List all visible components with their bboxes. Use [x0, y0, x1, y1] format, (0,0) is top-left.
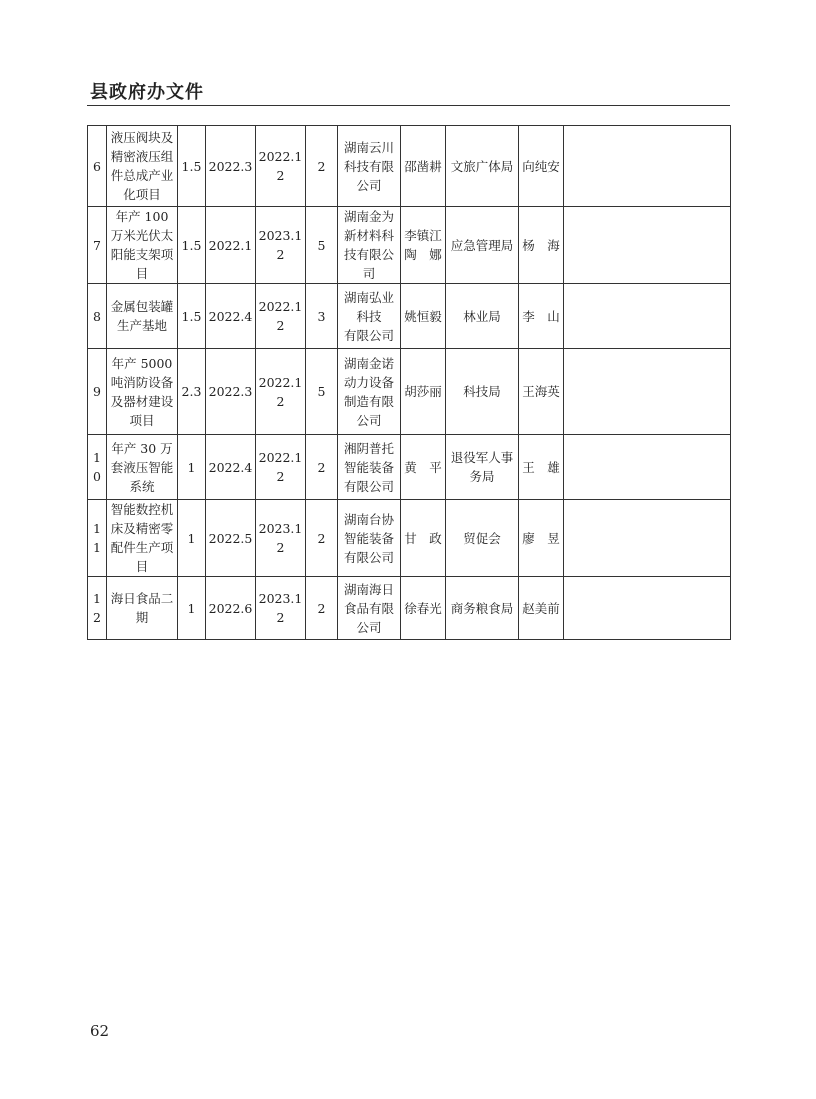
row-number: 6	[88, 126, 107, 207]
table-row	[88, 435, 731, 500]
note	[564, 284, 731, 349]
project-name: 智能数控机床及精密零配件生产项目	[107, 500, 178, 577]
company: 湖南金为新材料科技有限公司	[338, 207, 401, 284]
leader: 黄 平	[401, 435, 446, 500]
count: 2	[306, 500, 338, 577]
start-date: 2022.5	[206, 500, 256, 577]
note	[564, 207, 731, 284]
count: 2	[306, 435, 338, 500]
row-number: 12	[88, 577, 107, 640]
project-table	[87, 125, 731, 640]
responsible-unit: 林业局	[446, 284, 519, 349]
count: 2	[306, 126, 338, 207]
project-name: 年产 30 万套液压智能系统	[107, 435, 178, 500]
table-row	[88, 207, 731, 284]
note	[564, 500, 731, 577]
contact-person: 向纯安	[519, 126, 564, 207]
table-row	[88, 500, 731, 577]
row-number: 11	[88, 500, 107, 577]
start-date: 2022.3	[206, 126, 256, 207]
document-header-title: 县政府办文件	[90, 82, 204, 103]
responsible-unit: 应急管理局	[446, 207, 519, 284]
end-date: 2022.12	[256, 126, 306, 207]
contact-person: 杨 海	[519, 207, 564, 284]
investment: 1.5	[178, 126, 206, 207]
start-date: 2022.4	[206, 435, 256, 500]
start-date: 2022.3	[206, 349, 256, 435]
end-date: 2023.12	[256, 577, 306, 640]
company: 湖南台协智能装备有限公司	[338, 500, 401, 577]
count: 5	[306, 207, 338, 284]
row-number: 10	[88, 435, 107, 500]
responsible-unit: 文旅广体局	[446, 126, 519, 207]
investment: 1	[178, 577, 206, 640]
project-name: 年产 5000 吨消防设备及器材建设项目	[107, 349, 178, 435]
contact-person: 赵美前	[519, 577, 564, 640]
note	[564, 435, 731, 500]
end-date: 2022.12	[256, 435, 306, 500]
row-number: 8	[88, 284, 107, 349]
note	[564, 126, 731, 207]
project-name: 海日食品二期	[107, 577, 178, 640]
contact-person: 王 雄	[519, 435, 564, 500]
start-date: 2022.6	[206, 577, 256, 640]
table-row	[88, 126, 731, 207]
project-name: 液压阀块及精密液压组件总成产业化项目	[107, 126, 178, 207]
contact-person: 李 山	[519, 284, 564, 349]
contact-person: 王海英	[519, 349, 564, 435]
company: 湖南金诺动力设备制造有限公司	[338, 349, 401, 435]
company: 湖南海日食品有限公司	[338, 577, 401, 640]
count: 5	[306, 349, 338, 435]
investment: 1.5	[178, 207, 206, 284]
company: 湖南云川科技有限公司	[338, 126, 401, 207]
end-date: 2022.12	[256, 284, 306, 349]
project-name: 金属包装罐生产基地	[107, 284, 178, 349]
leader: 胡莎丽	[401, 349, 446, 435]
responsible-unit: 商务粮食局	[446, 577, 519, 640]
end-date: 2023.12	[256, 500, 306, 577]
end-date: 2023.12	[256, 207, 306, 284]
contact-person: 廖 昱	[519, 500, 564, 577]
start-date: 2022.1	[206, 207, 256, 284]
responsible-unit: 贸促会	[446, 500, 519, 577]
table-row	[88, 284, 731, 349]
page-number: 62	[90, 1022, 110, 1040]
table-row	[88, 577, 731, 640]
table-row	[88, 349, 731, 435]
investment: 1.5	[178, 284, 206, 349]
leader: 甘 政	[401, 500, 446, 577]
row-number: 9	[88, 349, 107, 435]
leader: 徐春光	[401, 577, 446, 640]
leader: 邵凿耕	[401, 126, 446, 207]
leader: 李镇江 陶 娜	[401, 207, 446, 284]
end-date: 2022.12	[256, 349, 306, 435]
start-date: 2022.4	[206, 284, 256, 349]
row-number: 7	[88, 207, 107, 284]
company: 湖南弘业科技 有限公司	[338, 284, 401, 349]
note	[564, 349, 731, 435]
note	[564, 577, 731, 640]
responsible-unit: 科技局	[446, 349, 519, 435]
project-name: 年产 100 万米光伏太阳能支架项目	[107, 207, 178, 284]
investment: 1	[178, 500, 206, 577]
count: 3	[306, 284, 338, 349]
responsible-unit: 退役军人事务局	[446, 435, 519, 500]
leader: 姚恒毅	[401, 284, 446, 349]
investment: 1	[178, 435, 206, 500]
investment: 2.3	[178, 349, 206, 435]
company: 湘阴普托智能装备有限公司	[338, 435, 401, 500]
count: 2	[306, 577, 338, 640]
header-divider	[87, 105, 730, 106]
